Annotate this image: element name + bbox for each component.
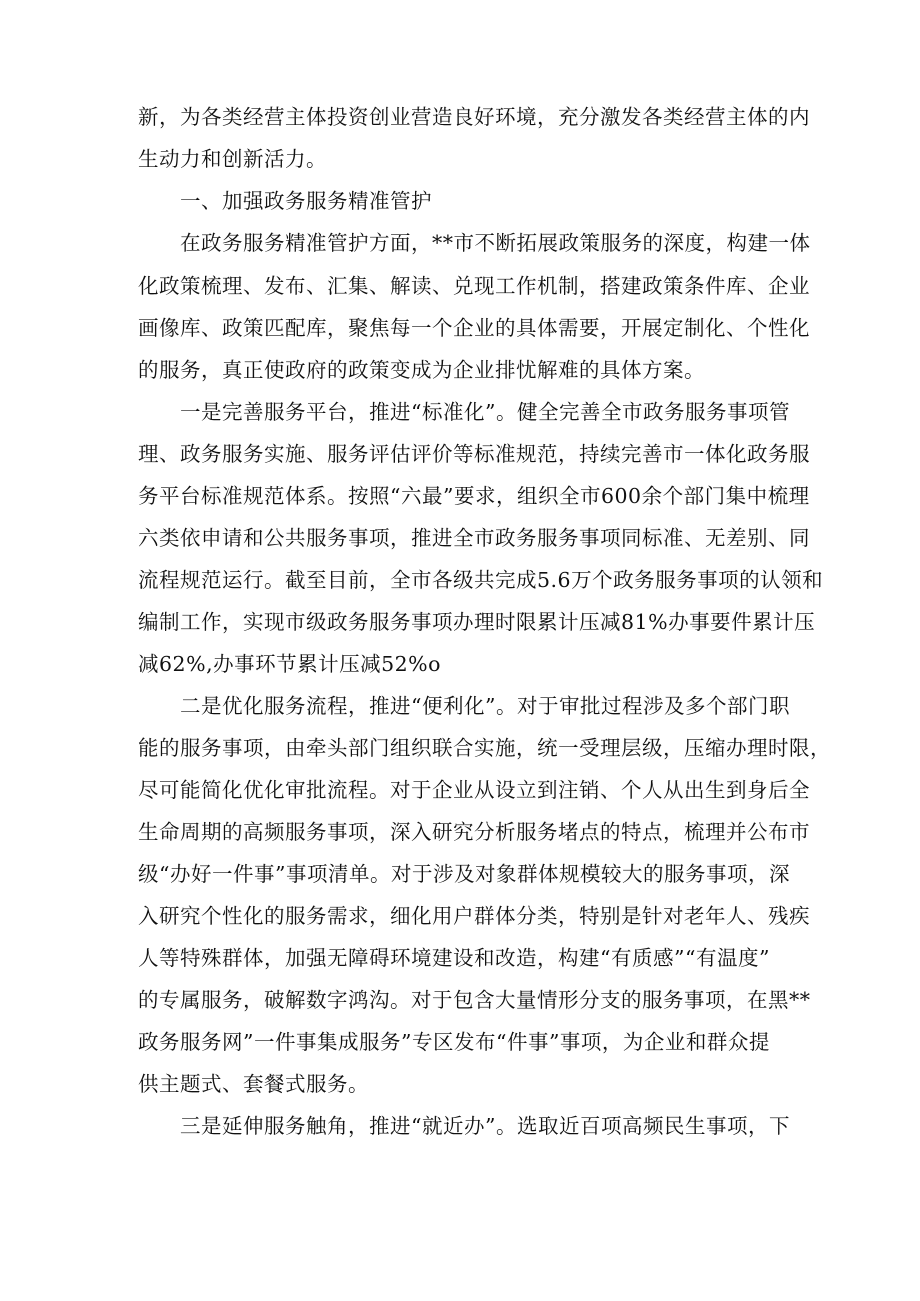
text-line: 化政策梳理、发布、汇集、解读、兑现工作机制，搭建政策条件库、企业 — [138, 274, 810, 298]
text-line: 入研究个性化的服务需求，细化用户群体分类，特别是针对老年人、残疾 — [138, 904, 810, 928]
text-line: 理、政务服务实施、服务评估评价等标准规范，持续完善市一体化政务服 — [138, 442, 810, 466]
text-line: 生动力和创新活力。 — [138, 147, 327, 171]
text-line: 三是延伸服务触角，推进“就近办”。选取近百项高频民生事项，下 — [180, 1114, 790, 1138]
text-line: 政务服务网”一件事集成服务”专区发布“件事”事项，为企业和群众提 — [138, 1030, 770, 1054]
text-line: 减62%,办事环节累计压减52%o — [138, 652, 441, 676]
text-line: 二是优化服务流程，推进“便利化”。对于审批过程涉及多个部门职 — [180, 694, 790, 718]
text-line: 能的服务事项，由牵头部门组织联合实施，统一受理层级，压缩办理时限， — [138, 736, 831, 760]
text-line: 流程规范运行。截至目前，全市各级共完成5.6万个政务服务事项的认领和 — [138, 568, 824, 592]
text-line: 尽可能简化优化审批流程。对于企业从设立到注销、个人从出生到身后全 — [138, 778, 810, 802]
text-line: 编制工作，实现市级政务服务事项办理时限累计压减81%办事要件累计压 — [138, 610, 816, 634]
text-line: 一是完善服务平台，推进“标准化”。健全完善全市政务服务事项管 — [180, 400, 790, 424]
text-line: 的专属服务，破解数字鸿沟。对于包含大量情形分支的服务事项，在黑** — [138, 988, 811, 1012]
text-line: 画像库、政策匹配库，聚焦每一个企业的具体需要，开展定制化、个性化 — [138, 316, 810, 340]
text-line: 级“办好一件事”事项清单。对于涉及对象群体规模较大的服务事项，深 — [138, 862, 790, 886]
text-line: 务平台标准规范体系。按照“六最”要求，组织全市600余个部门集中梳理 — [138, 484, 810, 508]
text-line: 的服务，真正使政府的政策变成为企业排忧解难的具体方案。 — [138, 358, 705, 382]
text-line: 人等特殊群体，加强无障碍环境建设和改造，构建“有质感”“有温度” — [138, 946, 770, 970]
text-line: 生命周期的高频服务事项，深入研究分析服务堵点的特点，梳理并公布市 — [138, 820, 810, 844]
section-heading: 一、加强政务服务精准管护 — [180, 189, 432, 213]
text-line: 在政务服务精准管护方面，**市不断拓展政策服务的深度，构建一体 — [180, 231, 811, 255]
text-line: 六类依申请和公共服务事项，推进全市政务服务事项同标准、无差别、同 — [138, 526, 810, 550]
text-line: 供主题式、套餐式服务。 — [138, 1072, 369, 1096]
text-line: 新，为各类经营主体投资创业营造良好环境，充分激发各类经营主体的内 — [138, 105, 810, 129]
